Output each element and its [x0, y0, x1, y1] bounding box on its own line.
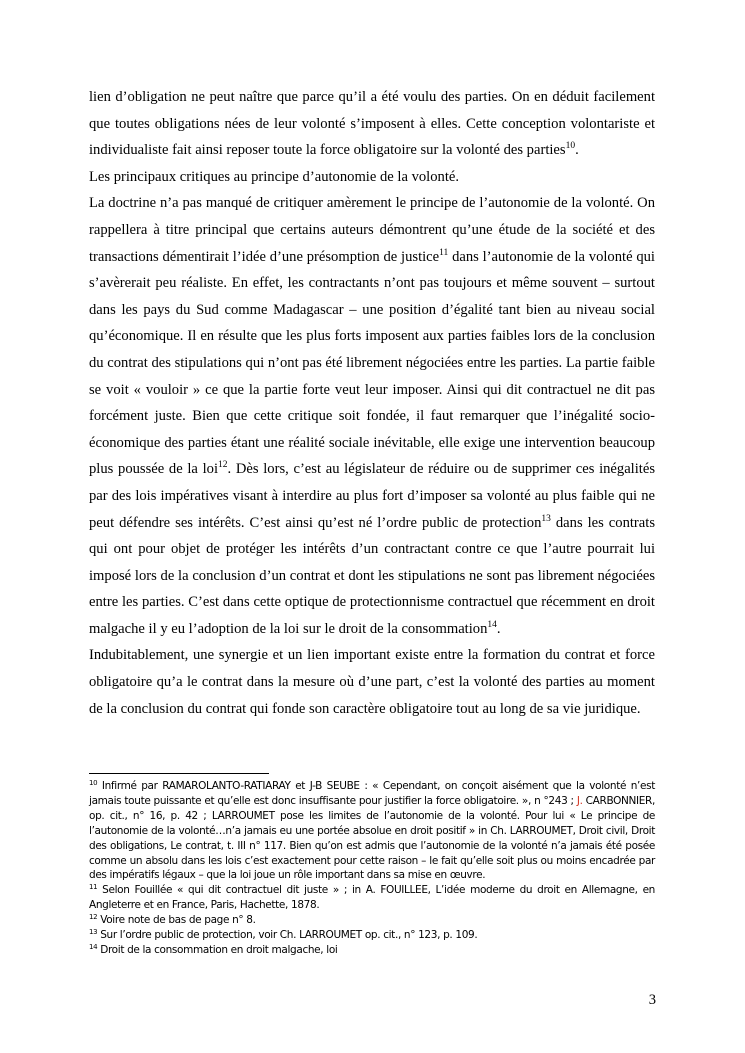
- footnote-ref-12[interactable]: 12: [218, 460, 228, 471]
- footnote-10: $^{10}$ Infirmé par RAMAROLANTO-RATIARAY et J-B SEUBE : « Cependant, on conçoit aisément que la volonté n’est jamais toute puissante et qu’elle est donc insuffisante pour justifier la force obligatoire. », n °243 ; J. CARBONNIER, op. cit., n° 16, p. 42 ; LARROUMET pose les limites de l’autonomie de la volonté. Pour lui « Le principe de l’autonomie de la volonté…n’a jamais eu une portée absolue en droit positif » in Ch. LARROUMET, Droit civil, Droit des obligations, Le contrat, t. III n° 117. Bien qu’on est admis que l’autonomie de la volonté n’a jamais été posée comme un absolu dans les lois c’est exactement pour cette raison – le fait qu’elle soit plus ou moins encadrée par des impératifs légaux – que la loi joue un rôle important dans sa mise en œuvre.: [89, 779, 655, 882]
- footnote-11: $^{11}$ Selon Fouillée « qui dit contractuel dit juste » ; in A. FOUILLEE, L’idée moderne du droit en Allemagne, en Angleterre et en France, Paris, Hachette, 1878.: [89, 883, 655, 912]
- footnote-13: $^{13}$ Sur l’ordre public de protection, voir Ch. LARROUMET op. cit., n° 123, p. 109.: [89, 928, 478, 942]
- footnote-12: $^{12}$ Voire note de bas de page n° 8.: [89, 913, 256, 927]
- footnote-number: 11: [89, 883, 98, 892]
- footnote-number: 14: [89, 942, 98, 951]
- paragraph-3: La doctrine n’a pas manqué de critiquer amèrement le principe de l’autonomie de la volonté. On rappellera à titre principal que certains auteurs démontrent qu’une étude de la société et des transactions démentirait l’idée d’une présomption de justice$^{11}$ dans l’autonomie de la volonté qui s’avèrerait peu réaliste. En effet, les contractants n’ont pas toujours et même souvent – surtout dans les pays du Sud comme Madagascar – une position d’égalité tant bien au niveau social qu’économique. Il en résulte que les plus forts imposent aux parties faibles lors de la conclusion du contrat des stipulations qui n’ont pas été librement négociées entre les parties. La partie faible se voit « vouloir » ce que la partie forte veut leur imposer. Ainsi qui dit contractuel ne dit pas forcément juste. Bien que cette critique soit fondée, il faut remarquer que l’inégalité socio-économique des parties étant une réalité sociale inévitable, elle exige une intervention beaucoup plus poussée de la loi$^{12}$. Dès lors, c’est au législateur de réduire ou de supprimer ces inégalités par des lois impératives visant à interdire au plus fort d’imposer sa volonté au plus faible qui ne peut défendre ses intérêts. C’est ainsi qu’est né l’ordre public de protection$^{13}$ dans les contrats qui ont pour objet de protéger les intérêts d’un contractant contre ce que l’autre pourrait lui imposé lors de la conclusion d’un contrat et dont les stipulations ne sont pas librement négociées entre les parties. C’est dans cette optique de protectionnisme contractuel que récemment en droit malgache il y eu l’adoption de la loi sur le droit de la consommation$^{14}$.: [89, 195, 656, 637]
- highlighted-text: J.: [576, 794, 583, 807]
- page-number: 3: [648, 992, 656, 1008]
- footnotes: [89, 779, 655, 958]
- footnote-number: 10: [89, 779, 98, 787]
- footnote-number: 13: [89, 928, 98, 937]
- footnote-number: 12: [89, 913, 98, 922]
- paragraph-4: Indubitablement, une synergie et un lien important existe entre la formation du contrat et force obligatoire qu’a le contrat dans la mesure où d’une part, c’est la volonté des parties au moment de la conclusion du contrat qui fonde son caractère obligatoire tout au long de sa vie juridique.: [89, 647, 655, 717]
- body-text: [89, 84, 655, 722]
- paragraph-1: lien d’obligation ne peut naître que parce qu’il a été voulu des parties. On en déduit facilement que toutes obligations nées de leur volonté s’imposent à elles. Cette conception volontariste et individualiste fait ainsi reposer toute la force obligatoire sur la volonté des parties$^{10}$.: [89, 89, 655, 159]
- footnote-separator: [89, 773, 269, 774]
- footnote-ref-14[interactable]: 14: [487, 619, 497, 630]
- footnote-14: $^{14}$ Droit de la consommation en droit malgache, loi: [89, 942, 338, 956]
- footnote-ref-11[interactable]: 11: [439, 247, 449, 258]
- footnote-ref-10[interactable]: 10: [565, 141, 576, 152]
- paragraph-2-heading: Les principaux critiques au principe d’autonomie de la volonté.: [89, 168, 459, 185]
- footnote-ref-13[interactable]: 13: [541, 513, 551, 524]
